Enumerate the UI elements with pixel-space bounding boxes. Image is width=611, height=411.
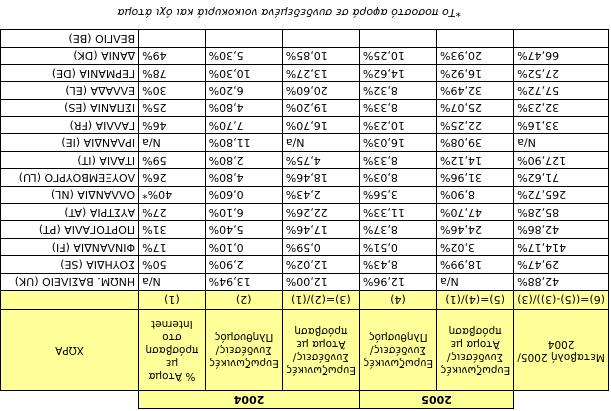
change-cell: 33,16% xyxy=(514,117,609,134)
broadband-per-access-2004-cell: 0,59% xyxy=(282,238,359,255)
broadband-per-pop-2004-cell: 4,80% xyxy=(205,99,282,116)
country-cell: ΙΣΠΑΝΙΑ (ES) xyxy=(1,99,139,116)
col3-header: Ευρωζωνικές Συνδέσεις/ Άτομα με πρόσβαση xyxy=(282,310,359,391)
internet-access-cell: 17% xyxy=(139,238,206,255)
broadband-per-pop-2004-cell: 2,90% xyxy=(205,256,282,273)
broadband-per-access-2005-cell xyxy=(437,30,514,47)
broadband-per-access-2004-cell: 13,27% xyxy=(282,64,359,81)
broadband-per-access-2005-cell: 3,02% xyxy=(437,238,514,255)
internet-access-cell: 27% xyxy=(139,204,206,221)
internet-access-cell: 78% xyxy=(139,64,206,81)
table-row xyxy=(1,186,609,203)
table-row xyxy=(1,117,609,134)
change-cell: 32,23% xyxy=(514,99,609,116)
broadband-per-pop-2005-cell: 8,03% xyxy=(359,169,436,186)
broadband-per-access-2004-cell: 10,85% xyxy=(282,47,359,64)
broadband-per-access-2005-cell: 32,49% xyxy=(437,82,514,99)
table-row xyxy=(1,30,609,47)
broadband-per-pop-2004-cell: 11,80% xyxy=(205,134,282,151)
broadband-per-pop-2005-cell: 3,56% xyxy=(359,186,436,203)
broadband-per-access-2004-cell: 12,00% xyxy=(282,273,359,290)
broadband-per-access-2004-cell: N/a xyxy=(282,134,359,151)
broadband-per-pop-2005-cell: 16,03% xyxy=(359,134,436,151)
table-row xyxy=(1,238,609,255)
broadband-per-pop-2004-cell: 0,10% xyxy=(205,238,282,255)
change-cell: 71,62% xyxy=(514,169,609,186)
broadband-per-access-2004-cell: 19,20% xyxy=(282,99,359,116)
broadband-per-access-2004-cell: 16,70% xyxy=(282,117,359,134)
internet-access-cell: 49% xyxy=(139,47,206,64)
broadband-per-access-2005-cell: 39,08% xyxy=(437,134,514,151)
table-row xyxy=(1,204,609,221)
broadband-per-access-2004-cell xyxy=(282,30,359,47)
broadband-per-pop-2004-cell: 2,80% xyxy=(205,151,282,168)
broadband-per-pop-2005-cell: 8,33% xyxy=(359,99,436,116)
broadband-per-pop-2004-cell: 5,30% xyxy=(205,47,282,64)
change-cell xyxy=(514,30,609,47)
internet-access-cell: N/a xyxy=(139,273,206,290)
broadband-per-pop-2004-cell: 7,70% xyxy=(205,117,282,134)
broadband-per-pop-2005-cell: 8,43% xyxy=(359,256,436,273)
internet-access-cell: 25% xyxy=(139,99,206,116)
col2-header: Ευρωζωνικές Συνδέσεις/ Πληθυσμός xyxy=(205,310,282,391)
broadband-per-pop-2005-cell: 10,25% xyxy=(359,47,436,64)
broadband-per-pop-2005-cell xyxy=(359,30,436,47)
table-body xyxy=(1,30,609,291)
formula-country-blank xyxy=(1,291,139,310)
broadband-per-access-2004-cell: 18,46% xyxy=(282,169,359,186)
broadband-per-access-2004-cell: 17,46% xyxy=(282,221,359,238)
country-cell: ΠΟΡΤΟΓΑΛΙΑ (PT) xyxy=(1,221,139,238)
country-cell: ΟΛΛΑΝΔΙΑ (NL) xyxy=(1,186,139,203)
formula-row xyxy=(1,291,609,310)
table-row xyxy=(1,134,609,151)
table-row xyxy=(1,256,609,273)
table-row xyxy=(1,47,609,64)
broadband-per-pop-2005-cell: 10,23% xyxy=(359,117,436,134)
country-cell: ΗΝΩΜ. ΒΑΣΙΛΕΙΟ (UK) xyxy=(1,273,139,290)
internet-access-cell xyxy=(139,30,206,47)
broadband-per-pop-2005-cell: 14,62% xyxy=(359,64,436,81)
broadband-per-access-2005-cell: 16,92% xyxy=(437,64,514,81)
table-row xyxy=(1,169,609,186)
broadband-per-access-2004-cell: 22,26% xyxy=(282,204,359,221)
change-cell: N/a xyxy=(514,134,609,151)
broadband-per-access-2004-cell: 2,43% xyxy=(282,186,359,203)
change-cell: 127,90% xyxy=(514,151,609,168)
broadband-per-pop-2005-cell: 0,51% xyxy=(359,238,436,255)
country-cell: ΓΕΡΜΑΝΙΑ (DE) xyxy=(1,64,139,81)
broadband-per-access-2004-cell: 4,75% xyxy=(282,151,359,168)
broadband-per-pop-2005-cell: 12,96% xyxy=(359,273,436,290)
column-header-row xyxy=(1,310,609,391)
change-cell: 265,72% xyxy=(514,186,609,203)
broadband-per-pop-2005-cell: 8,37% xyxy=(359,221,436,238)
internet-access-cell: 31% xyxy=(139,221,206,238)
broadband-per-pop-2005-cell: 8,32% xyxy=(359,82,436,99)
internet-access-cell: 46% xyxy=(139,117,206,134)
broadband-per-pop-2004-cell: 5,40% xyxy=(205,221,282,238)
change-cell: 42,88% xyxy=(514,273,609,290)
table-row xyxy=(1,64,609,81)
formula-5: (5)=(4)/(1) xyxy=(437,291,514,310)
table-row xyxy=(1,151,609,168)
broadband-per-pop-2004-cell: 6,20% xyxy=(205,82,282,99)
broadband-per-pop-2004-cell: 0,60% xyxy=(205,186,282,203)
country-cell: ΒΕΛΓΙΟ (BE) xyxy=(1,30,139,47)
table-row xyxy=(1,82,609,99)
broadband-per-access-2005-cell: 8,90% xyxy=(437,186,514,203)
country-cell: ΔΑΝΙΑ (DK) xyxy=(1,47,139,64)
change-header: Μεταβολή 2005/ 2004 xyxy=(514,310,609,391)
change-cell: 27,52% xyxy=(514,64,609,81)
formula-2: (2) xyxy=(205,291,282,310)
broadband-per-access-2005-cell: 18,99% xyxy=(437,256,514,273)
country-header: ΧΩΡΑ xyxy=(1,310,139,391)
internet-access-cell: N/a xyxy=(139,134,206,151)
broadband-per-pop-2004-cell: 10,30% xyxy=(205,64,282,81)
broadband-per-access-2004-cell: 20,60% xyxy=(282,82,359,99)
change-cell: 85,28% xyxy=(514,204,609,221)
table-row xyxy=(1,99,609,116)
broadband-table xyxy=(0,29,609,409)
country-cell: ΕΛΛΑΔΑ (EL) xyxy=(1,82,139,99)
country-cell: ΑΥΣΤΡΙΑ (AT) xyxy=(1,204,139,221)
broadband-per-pop-2005-cell: 8,33% xyxy=(359,151,436,168)
col5-header: Ευρωζωνικές Συνδέσεις/ Άτομα με πρόσβαση xyxy=(437,310,514,391)
year-2005-header: 2005 xyxy=(359,391,513,409)
year-2004-header: 2004 xyxy=(139,391,360,409)
broadband-per-pop-2004-cell xyxy=(205,30,282,47)
broadband-per-access-2005-cell: 20,93% xyxy=(437,47,514,64)
country-cell: ΛΟΥΞΕΜΒΟΥΡΓΟ (LU) xyxy=(1,169,139,186)
internet-access-cell: 50% xyxy=(139,256,206,273)
formula-6: (6)=((5)-(3))/(3) xyxy=(514,291,609,310)
blank-corner xyxy=(514,391,609,409)
formula-3: (3)=(2)/(1) xyxy=(282,291,359,310)
internet-access-cell: 40%* xyxy=(139,186,206,203)
col1-header: % Άτομα με πρόσβαση στο Internet xyxy=(139,310,206,391)
broadband-per-access-2005-cell: N/a xyxy=(437,273,514,290)
change-cell: 29,47% xyxy=(514,256,609,273)
change-cell: 42,86% xyxy=(514,221,609,238)
internet-access-cell: 30% xyxy=(139,82,206,99)
blank-corner-right xyxy=(1,391,139,409)
country-cell: ΣΟΥΗΔΙΑ (SE) xyxy=(1,256,139,273)
col4-header: Ευρωζωνικές Συνδέσεις/ Πληθυσμός xyxy=(359,310,436,391)
year-header-row xyxy=(1,391,609,409)
change-cell: 414,17% xyxy=(514,238,609,255)
broadband-per-pop-2004-cell: 13,94% xyxy=(205,273,282,290)
broadband-per-pop-2005-cell: 11,33% xyxy=(359,204,436,221)
broadband-per-access-2005-cell: 24,46% xyxy=(437,221,514,238)
country-cell: ΙΤΑΛΙΑ (IT) xyxy=(1,151,139,168)
internet-access-cell: 26% xyxy=(139,169,206,186)
broadband-per-access-2005-cell: 31,96% xyxy=(437,169,514,186)
country-cell: ΙΡΛΑΝΔΙΑ (IE) xyxy=(1,134,139,151)
broadband-per-access-2005-cell: 25,07% xyxy=(437,99,514,116)
formula-4: (4) xyxy=(359,291,436,310)
country-cell: ΦΙΝΛΑΝΔΙΑ (FI) xyxy=(1,238,139,255)
broadband-per-access-2005-cell: 22,25% xyxy=(437,117,514,134)
broadband-per-access-2004-cell: 12,02% xyxy=(282,256,359,273)
table-row xyxy=(1,221,609,238)
internet-access-cell: 59% xyxy=(139,151,206,168)
broadband-per-pop-2004-cell: 4,80% xyxy=(205,169,282,186)
broadband-per-pop-2004-cell: 6,10% xyxy=(205,204,282,221)
table-row xyxy=(1,273,609,290)
country-cell: ΓΑΛΛΙΑ (FR) xyxy=(1,117,139,134)
footnote: *Το ποσοστό αφορά σε συνδεδεμένα νοικοκυριά και όχι άτομα xyxy=(117,6,461,19)
broadband-per-access-2005-cell: 14,12% xyxy=(437,151,514,168)
change-cell: 66,47% xyxy=(514,47,609,64)
formula-1: (1) xyxy=(139,291,206,310)
broadband-per-access-2005-cell: 47,70% xyxy=(437,204,514,221)
change-cell: 57,72% xyxy=(514,82,609,99)
